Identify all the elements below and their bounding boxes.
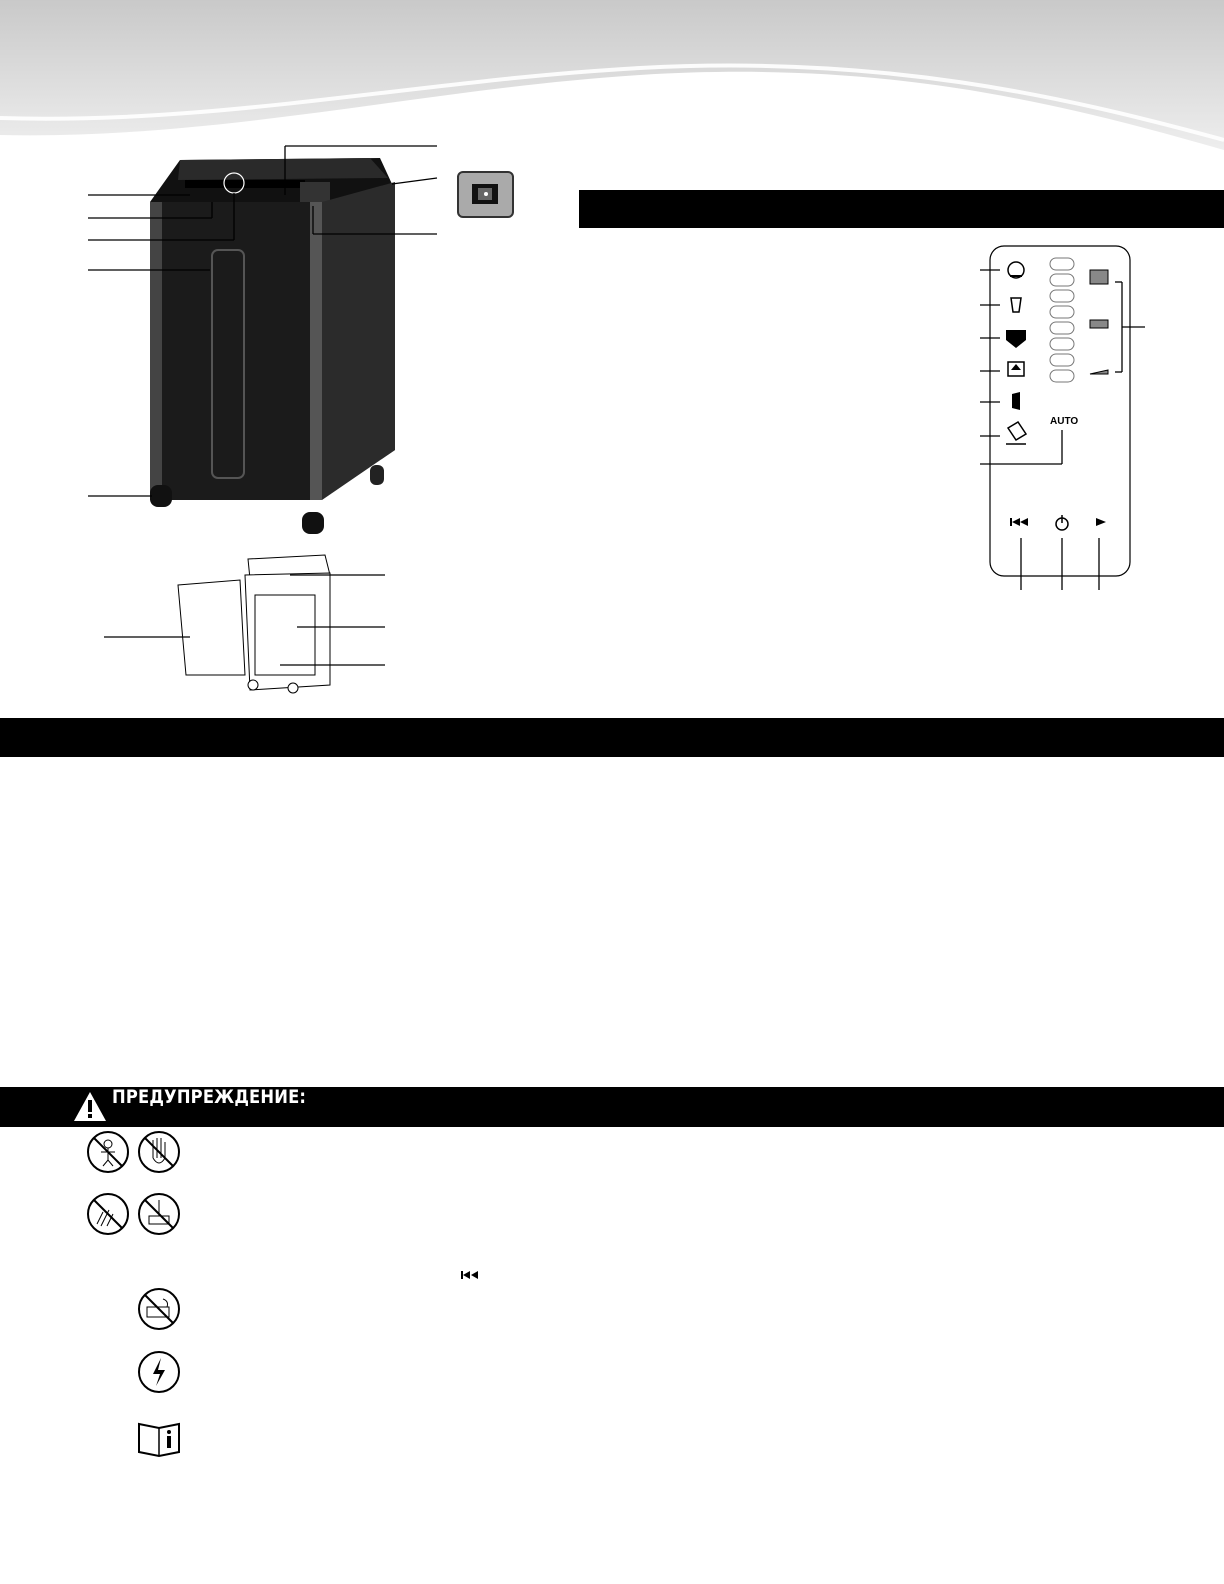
no-hands-icon <box>139 1132 179 1172</box>
reverse-inline-icon <box>461 1270 481 1280</box>
power-switch-icon <box>456 170 516 220</box>
section-header-bar <box>579 190 1224 228</box>
control-panel-diagram <box>970 240 1170 605</box>
no-liquid-icon <box>135 1285 185 1335</box>
warning-row-1 <box>85 1128 185 1184</box>
warning-triangle-icon <box>72 1090 108 1124</box>
no-spray-icon <box>139 1194 179 1234</box>
warning-title: ПРЕДУПРЕЖДЕНИЕ: <box>112 1086 307 1108</box>
section-bar-2 <box>0 718 1224 757</box>
open-door-illustration <box>90 545 390 695</box>
auto-label: AUTO <box>1050 416 1079 427</box>
warning-row-2 <box>85 1190 185 1246</box>
electric-shock-icon <box>135 1348 185 1398</box>
no-aerosol-icon <box>88 1194 128 1234</box>
read-manual-icon <box>135 1418 185 1458</box>
no-children-icon <box>88 1132 128 1172</box>
door-open-icon <box>1012 392 1020 410</box>
